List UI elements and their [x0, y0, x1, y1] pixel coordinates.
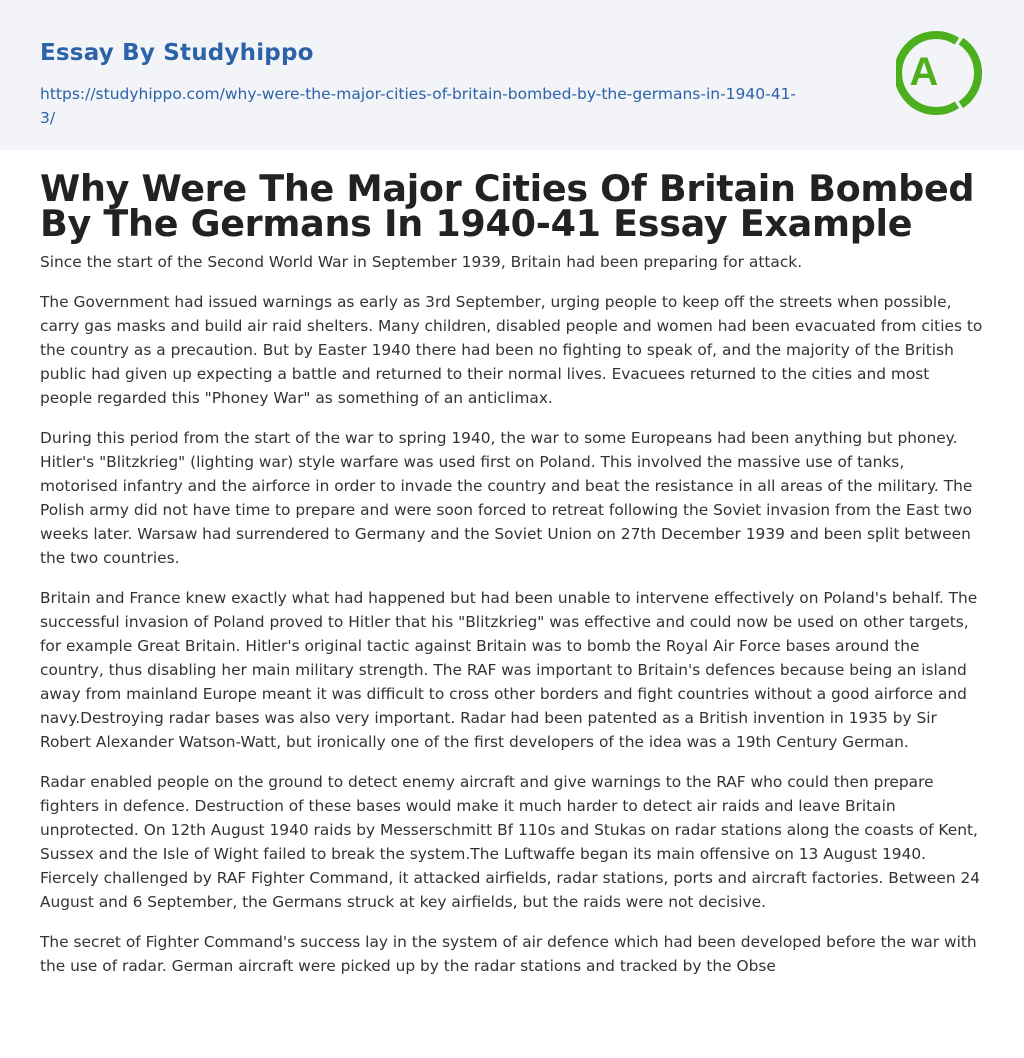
article-paragraph: The secret of Fighter Command's success lay in the system of air defence which had been developed before the war with the use of radar. German aircraft were picked up by the radar stations and tracked by the Obse [40, 933, 977, 975]
site-brand[interactable]: Essay By Studyhippo [40, 40, 314, 66]
essay-url-link[interactable]: https://studyhippo.com/why-were-the-major-cities-of-britain-bombed-by-the-germans-in-1940-41-3/ [40, 85, 797, 127]
article-paragraph: During this period from the start of the war to spring 1940, the war to some Europeans had been anything but phoney. Hitler's "Blitzkrieg" (lighting war) style warfare was used first on Poland. This involved the massive use of tanks, motorised infantry and the airforce in order to invade the country and beat the resistance in all areas of the military. The Polish army did not have time to prepare and were soon forced to retreat following the Soviet invasion from the East two weeks later. Warsaw had surrendered to Germany and the Soviet Union on 27th December 1939 and been split between the two countries. [40, 429, 973, 567]
article-title: Why Were The Major Cities Of Britain Bombed By The Germans In 1940-41 Essay Example [40, 167, 975, 245]
studyhippo-logo-icon[interactable] [896, 28, 986, 118]
article-paragraph: Britain and France knew exactly what had happened but had been unable to intervene effectively on Poland's behalf. The successful invasion of Poland proved to Hitler that his "Blitzkrieg" was effective and could now be used on other targets, for example Great Britain. Hitler's original tactic against Britain was to bomb the Royal Air Force bases around the country, thus disabling her main military strength. The RAF was important to Britain's defences because being an island away from mainland Europe meant it was difficult to cross other borders and fight countries without a good airforce and navy.Destroying radar bases was also very important. Radar had been patented as a British invention in 1935 by Sir Robert Alexander Watson-Watt, but ironically one of the first developers of the idea was a 19th Century German. [40, 589, 978, 751]
site-header [0, 0, 1024, 150]
article-content [0, 167, 1024, 978]
article-paragraph: Since the start of the Second World War in September 1939, Britain had been preparing for attack. [40, 253, 803, 271]
article-paragraph: The Government had issued warnings as early as 3rd September, urging people to keep off the streets when possible, carry gas masks and build air raid shelters. Many children, disabled people and women had been evacuated from cities to the country as a precaution. But by Easter 1940 there had been no fighting to speak of, and the majority of the British public had given up expecting a battle and returned to their normal lives. Evacuees returned to the cities and most people regarded this "Phoney War" as something of an anticlimax. [40, 293, 983, 407]
logo-letter: A [909, 50, 939, 94]
article-paragraph: Radar enabled people on the ground to detect enemy aircraft and give warnings to the RAF who could then prepare fighters in defence. Destruction of these bases would make it much harder to detect air raids and leave Britain unprotected. On 12th August 1940 raids by Messerschmitt Bf 110s and Stukas on radar stations along the coasts of Kent, Sussex and the Isle of Wight failed to break the system.The Luftwaffe began its main offensive on 13 August 1940. Fiercely challenged by RAF Fighter Command, it attacked airfields, radar stations, ports and aircraft factories. Between 24 August and 6 September, the Germans struck at key airfields, but the raids were not decisive. [40, 773, 981, 911]
